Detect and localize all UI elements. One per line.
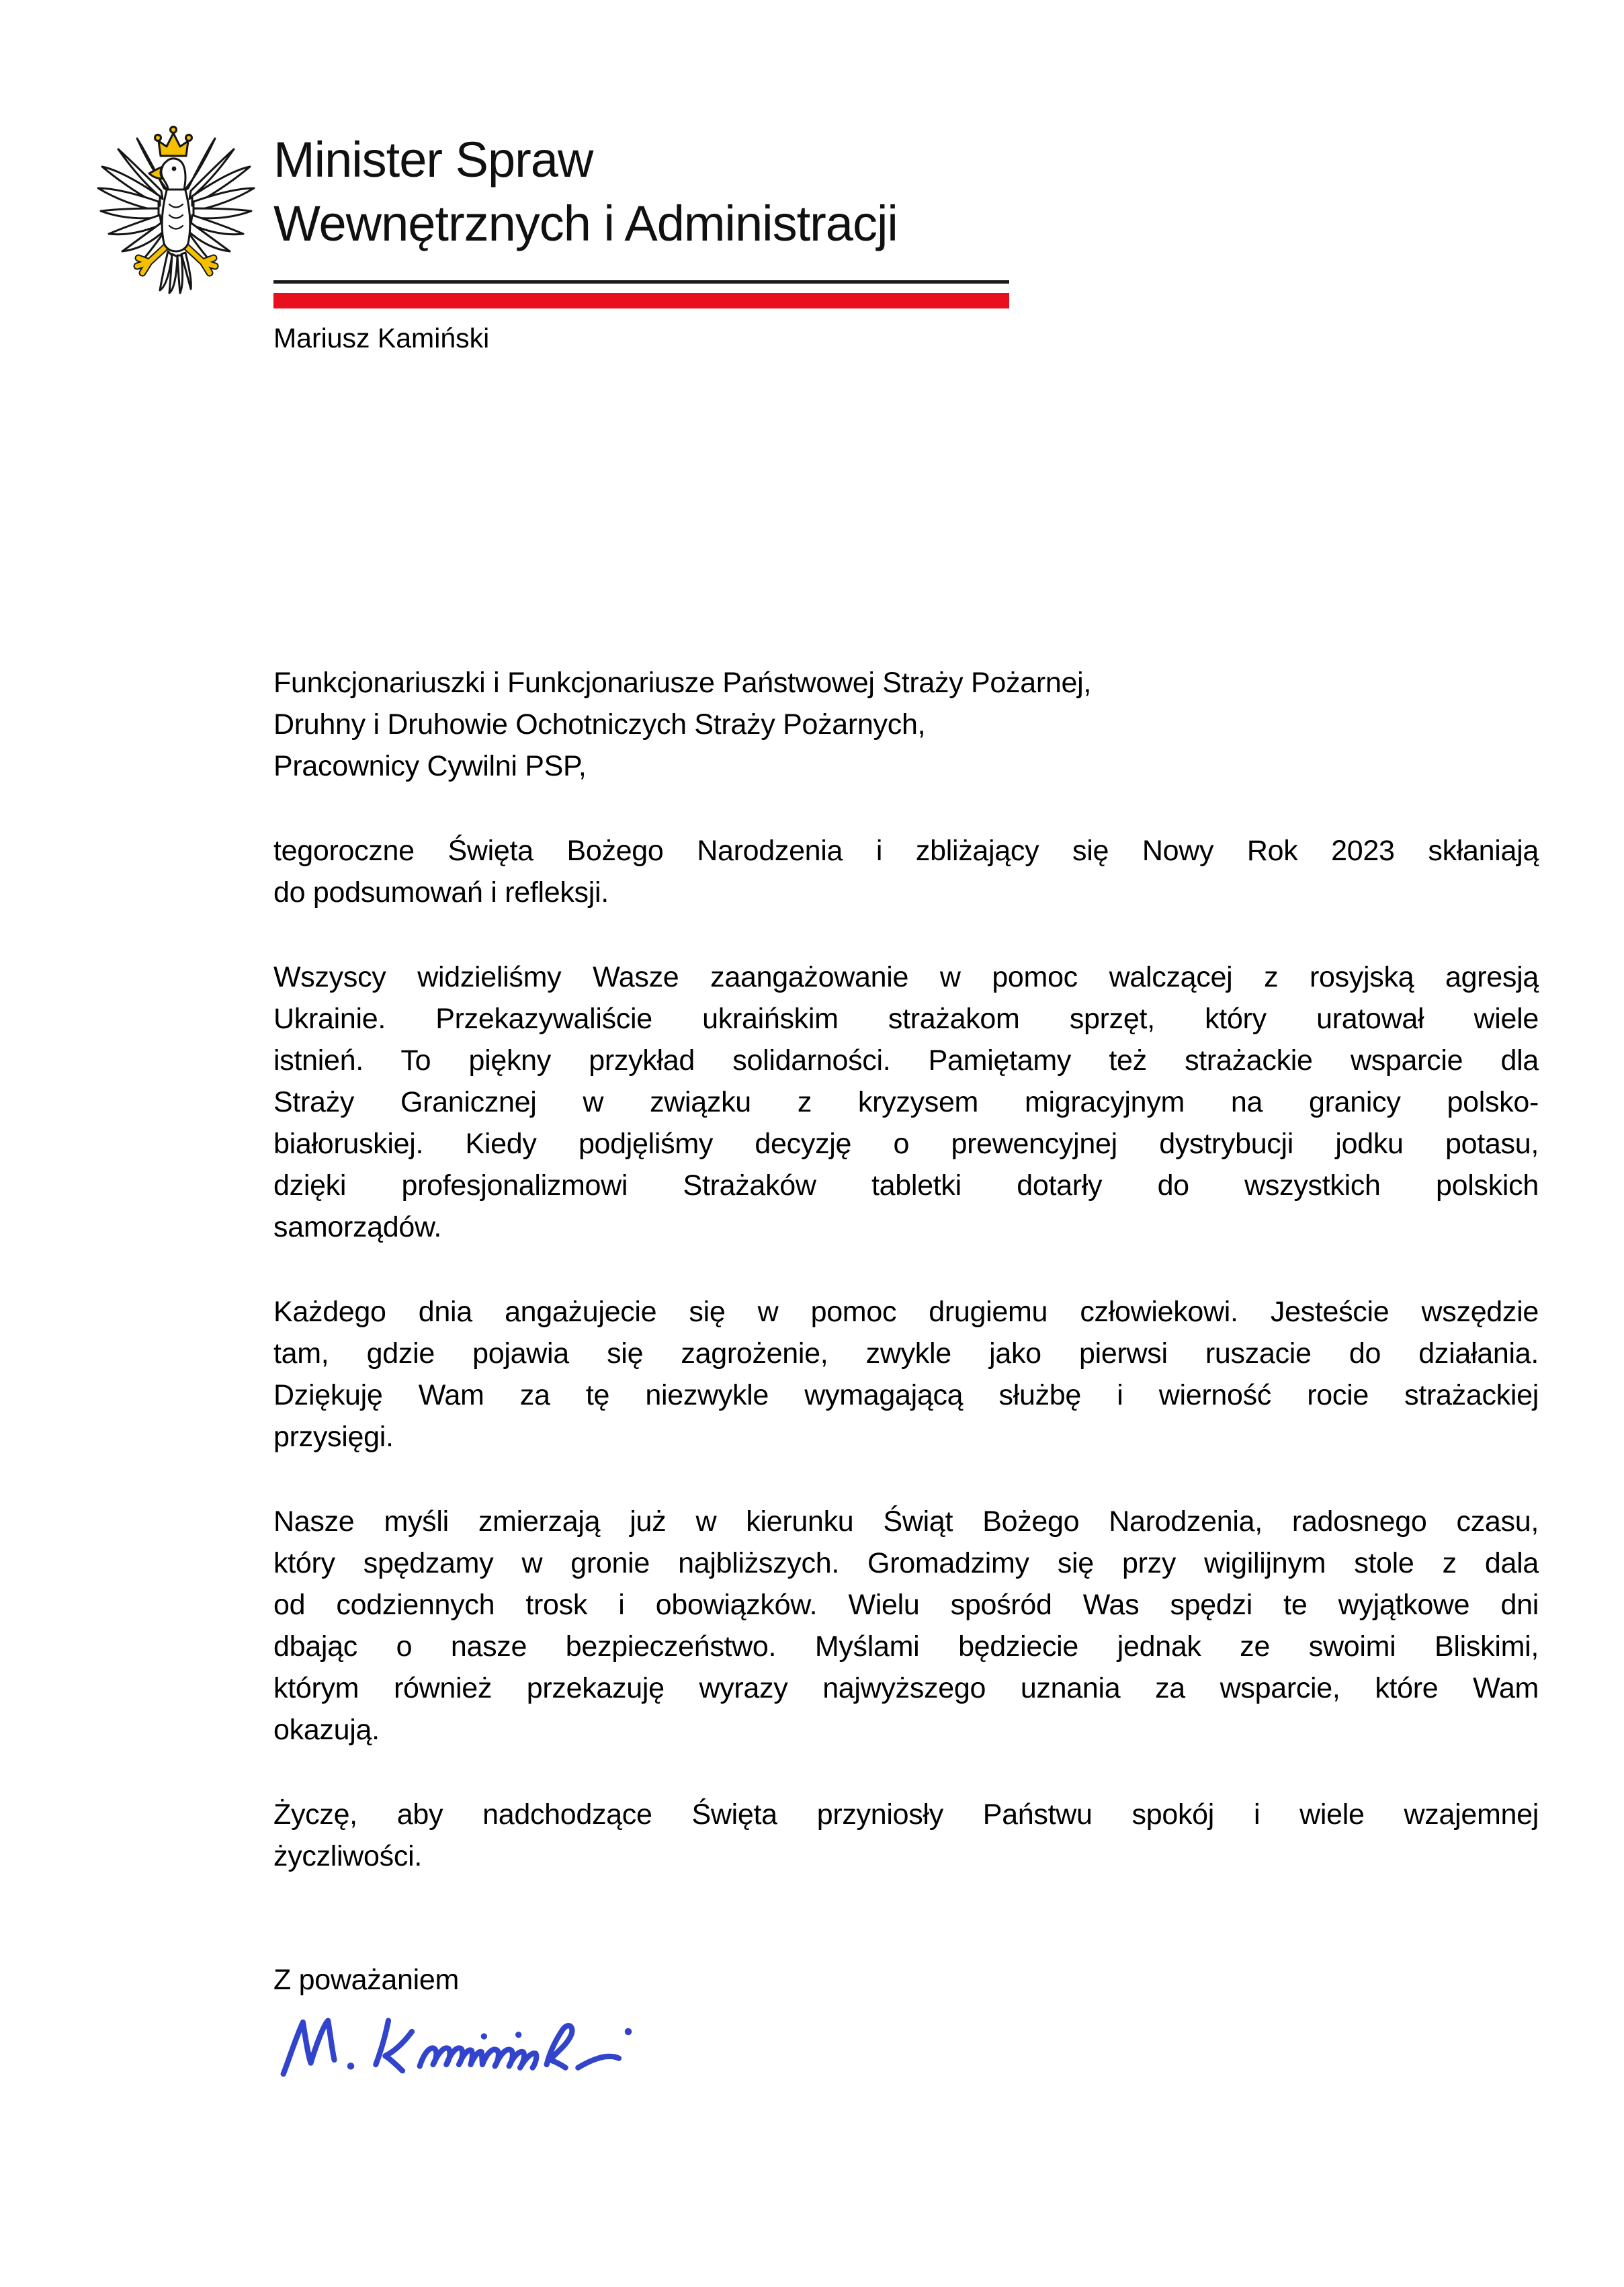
paragraph [273,956,1539,1248]
paragraph-line: tam, gdzie pojawia się zagrożenie, zwykle jako pierwsi ruszacie do działania. [273,1337,1539,1370]
closing-salutation: Z poważaniem [273,1964,460,1996]
paragraph-line: dbając o nasze bezpieczeństwo. Myślami będziecie jednak ze swoimi Bliskimi, [273,1630,1539,1663]
minister-name: Mariusz Kamiński [273,323,490,354]
paragraph-line: Wszyscy widzieliśmy Wasze zaangażowanie w pomoc walczącej z rosyjską agresją [273,961,1539,993]
paragraph-line: istnień. To piękny przykład solidarności. Pamiętamy też strażackie wsparcie dla [273,1044,1539,1077]
separator-red-bar [273,293,1009,308]
paragraph-line: przysięgi. [273,1421,394,1453]
paragraph-line: tegoroczne Święta Bożego Narodzenia i zbliżający się Nowy Rok 2023 skłaniają [273,835,1539,867]
paragraph-line: który spędzamy w gronie najbliższych. Gromadzimy się przy wigilijnym stole z dala [273,1547,1539,1579]
paragraph [273,1291,1539,1458]
letter-body [273,662,1539,2083]
ministry-title-line2: Wewnętrznych i Administracji [273,196,898,251]
salutation-line: Pracownicy Cywilni PSP, [273,750,587,782]
salutation-block [273,662,1539,787]
paragraph-line: Nasze myśli zmierzają już w kierunku Świąt Bożego Narodzenia, radosnego czasu, [273,1505,1539,1538]
paragraph-line: Każdego dnia angażujecie się w pomoc drugiemu człowiekowi. Jesteście wszędzie [273,1296,1539,1328]
paragraph-line: którym również przekazuję wyrazy najwyższego uznania za wsparcie, które Wam [273,1672,1539,1704]
ministry-title-line1: Minister Spraw [273,132,593,188]
paragraph [273,1794,1539,1877]
paragraph-line: do podsumowań i refleksji. [273,876,609,909]
paragraph-line: życzliwości. [273,1840,422,1872]
paragraph-line: Dziękuję Wam za tę niezwykle wymagającą służbę i wierność rocie strażackiej [273,1379,1539,1411]
paragraph-line: dzięki profesjonalizmowi Strażaków tabletki dotarły do wszystkich polskich [273,1169,1539,1202]
polish-eagle-emblem-icon [93,123,261,299]
paragraph-line: samorządów. [273,1211,442,1243]
paragraph-line: okazują. [273,1714,380,1746]
separator-black-line [273,280,1009,284]
salutation-line: Funkcjonariuszki i Funkcjonariusze Państwowej Straży Pożarnej, [273,667,1091,699]
paragraph-line: białoruskiej. Kiedy podjęliśmy decyzję o prewencyjnej dystrybucji jodku potasu, [273,1128,1539,1160]
handwritten-signature [277,2013,640,2083]
ministry-title [273,128,898,255]
paragraph [273,1501,1539,1751]
paragraph-line: Straży Granicznej w związku z kryzysem migracyjnym na granicy polsko- [273,1086,1539,1118]
paragraph [273,830,1539,913]
paragraph-line: Ukrainie. Przekazywaliście ukraińskim strażakom sprzęt, który uratował wiele [273,1003,1539,1035]
salutation-line: Druhny i Druhowie Ochotniczych Straży Pożarnych, [273,708,926,741]
paragraph-line: Życzę, aby nadchodzące Święta przyniosły Państwu spokój i wiele wzajemnej [273,1798,1539,1831]
paragraph-line: od codziennych trosk i obowiązków. Wielu spośród Was spędzi te wyjątkowe dni [273,1589,1539,1621]
